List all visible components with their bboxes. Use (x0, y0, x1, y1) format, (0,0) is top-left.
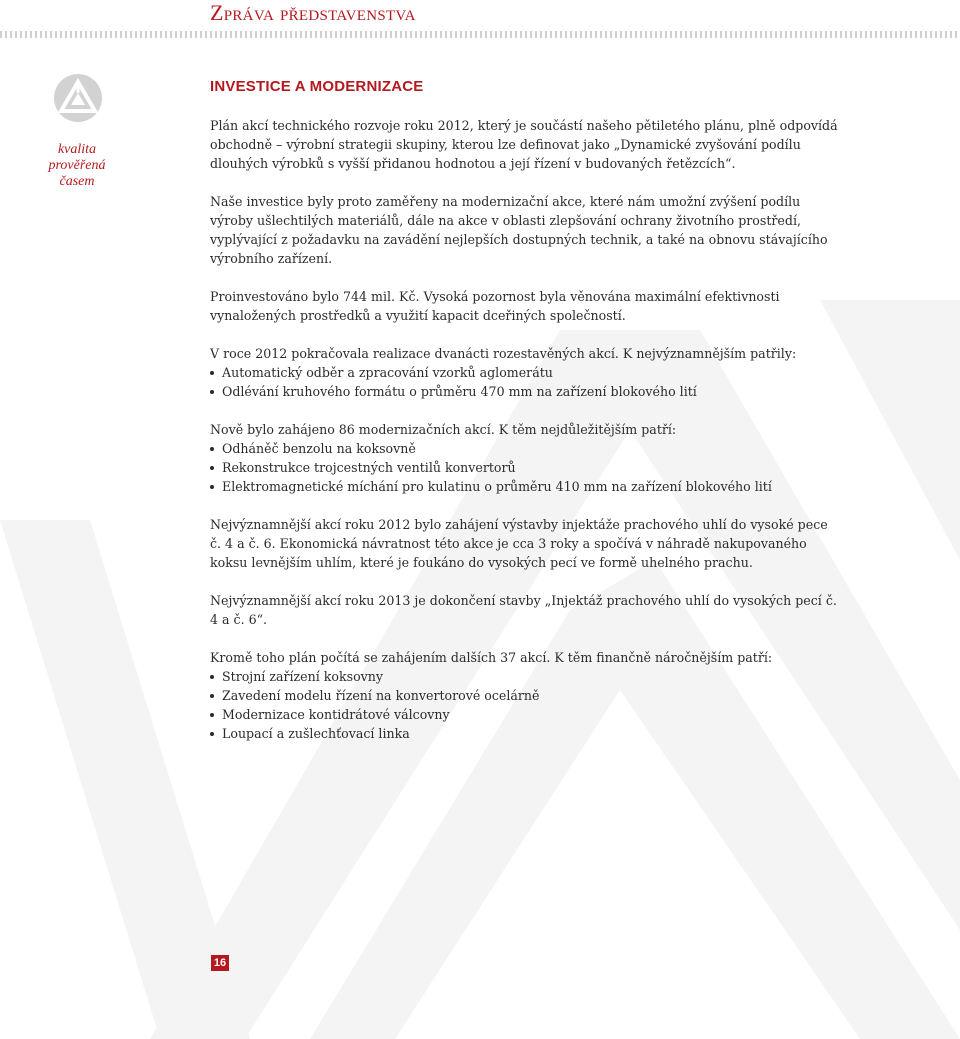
paragraph: Kromě toho plán počítá se zahájením dalších 37 akcí. K těm finančně náročnějším patří: (210, 650, 773, 665)
list-item: Automatický odběr a zpracování vzorků aglomerátu (210, 363, 840, 382)
list-item: Strojní zařízení koksovny (210, 667, 840, 686)
page-header-title: Zpráva představenstva (210, 0, 416, 25)
tagline (20, 142, 134, 190)
bullet-list (210, 439, 840, 496)
tagline-line: kvalita (57, 142, 97, 157)
bullet-list (210, 363, 840, 401)
paragraph: Nejvýznamnější akcí roku 2012 bylo zahájení výstavby injektáže prachového uhlí do vysoké pece č. 4 a č. 6. Ekonomická návratnost této akce je cca 3 roky a spočívá v náhradě nakupovaného koksu levnějším uhlím, které je foukáno do vysokých pecí ve formě uhelného prachu. (210, 517, 828, 570)
bullet-list (210, 667, 840, 743)
paragraph: Nově bylo zahájeno 86 modernizačních akcí. K těm nejdůležitějším patří: (210, 422, 677, 437)
header-divider (0, 31, 960, 38)
section-title: INVESTICE A MODERNIZACE (210, 78, 424, 95)
list-item: Elektromagnetické míchání pro kulatinu o průměru 410 mm na zařízení blokového lití (210, 477, 840, 496)
list-item: Rekonstrukce trojcestných ventilů konvertorů (210, 458, 840, 477)
list-item: Zavedení modelu řízení na konvertorové ocelárně (210, 686, 840, 705)
tagline-line: prověřená (48, 158, 106, 173)
paragraph: Plán akcí technického rozvoje roku 2012, který je součástí našeho pětiletého plánu, plně odpovídá obchodně – výrobní strategii skupiny, kterou lze definovat jako „Dynamické zvyšování podílu dlouhých výrobků s vyšší přidanou hodnotou a její řízení v budovaných řetězcích“. (210, 118, 838, 171)
paragraph: Naše investice byly proto zaměřeny na modernizační akce, které nám umožní zvýšení podílu výroby ušlechtilých materiálů, dále na akce v oblasti zlepšování ochrany životního prostředí, vyplývající z požadavku na zavádění nejlepších dostupných technik, a také na obnovu stávajícího výrobního zařízení. (210, 194, 828, 266)
main-content (210, 77, 840, 762)
list-item: Odháněč benzolu na koksovně (210, 439, 840, 458)
paragraph: Nejvýznamnější akcí roku 2013 je dokončení stavby „Injektáž prachového uhlí do vysokých pecí č. 4 a č. 6“. (210, 593, 837, 627)
page-number: 16 (211, 955, 229, 971)
list-item: Odlévání kruhového formátu o průměru 470 mm na zařízení blokového lití (210, 382, 840, 401)
list-item: Modernizace kontidrátové válcovny (210, 705, 840, 724)
company-logo-icon (53, 73, 103, 123)
tagline-line: časem (59, 174, 95, 189)
paragraph: V roce 2012 pokračovala realizace dvanácti rozestavěných akcí. K nejvýznamnějším patřily: (210, 346, 797, 361)
list-item: Loupací a zušlechťovací linka (210, 724, 840, 743)
paragraph: Proinvestováno bylo 744 mil. Kč. Vysoká pozornost byla věnována maximální efektivnosti vynaložených prostředků a využití kapacit dceřiných společností. (210, 289, 780, 323)
